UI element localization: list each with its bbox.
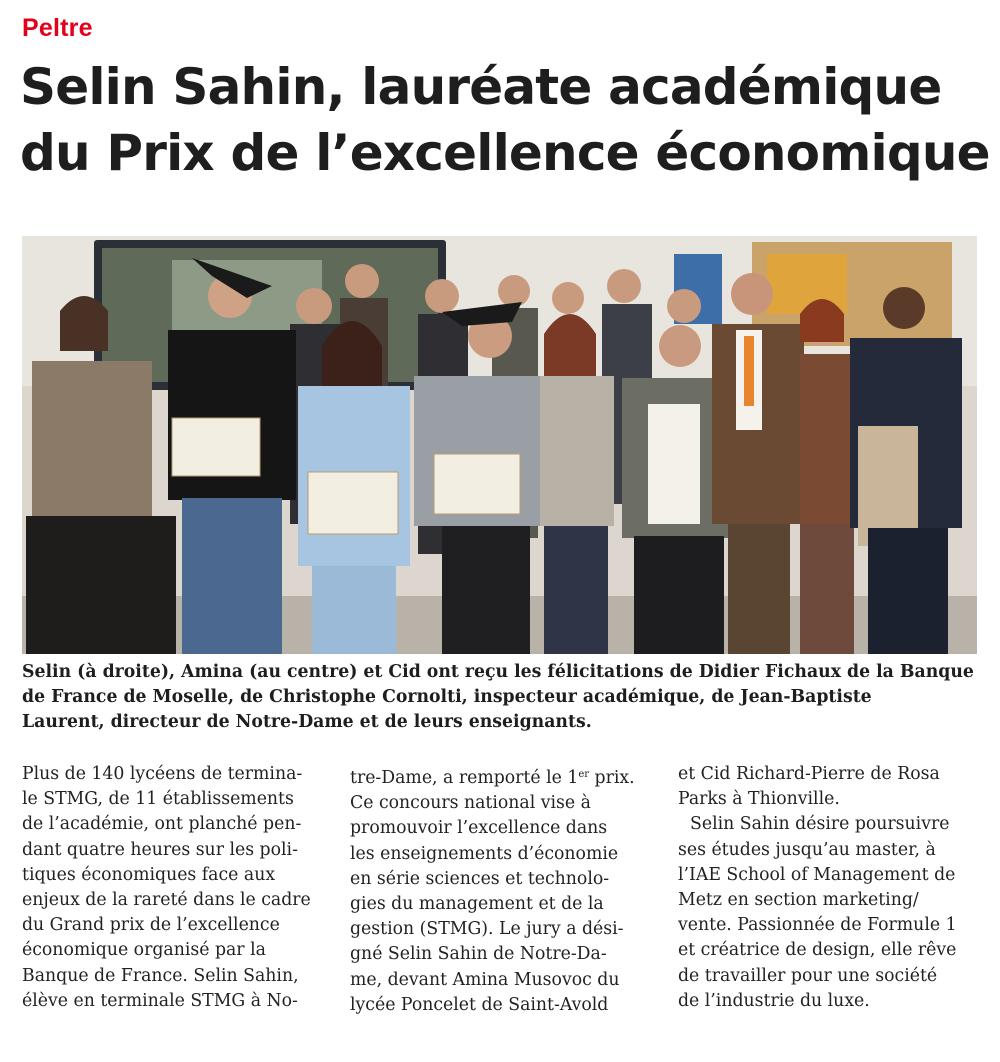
photo-caption: [22, 660, 982, 735]
col2-line: Ce concours national vise à: [350, 793, 591, 814]
col1-line: dant quatre heures sur les poli-: [22, 839, 298, 860]
article-column-1: [22, 762, 327, 1014]
col3-line: vente. Passionnée de Formule 1: [678, 915, 957, 936]
col2-line: gies du management et de la: [350, 894, 604, 915]
group-photo-illustration: [22, 236, 977, 654]
col2-first-end: prix.: [589, 768, 635, 788]
col2-line: en série sciences et technolo-: [350, 868, 610, 889]
col3-line: l’IAE School of Management de: [678, 864, 956, 885]
col3-line: de travailler pour une société: [678, 965, 938, 986]
col1-line: économique organisé par la: [22, 940, 266, 961]
article-headline: [20, 54, 990, 186]
headline-line-2: du Prix de l’excellence économique: [20, 124, 990, 182]
col2-first-text: tre-Dame, a remporté le 1: [350, 768, 579, 788]
col2-line: [350, 762, 655, 791]
group-photo: [22, 236, 977, 654]
col2-line: gestion (STMG). Le jury a dési-: [350, 919, 624, 940]
col1-line: enjeux de la rareté dans le cadre: [22, 890, 311, 911]
col1-line: le STMG, de 11 établissements: [22, 789, 294, 810]
col3-line: Metz en section marketing/: [678, 890, 919, 911]
col1-line: élève en terminale STMG à No-: [22, 990, 298, 1011]
col2-line: promouvoir l’excellence dans: [350, 818, 608, 839]
article-column-3: [678, 762, 983, 1014]
article-column-2: [350, 762, 655, 1018]
col3-line: de l’industrie du luxe.: [678, 990, 870, 1011]
col3-line: Selin Sahin désire poursuivre: [690, 814, 950, 835]
col1-line: tiques économiques face aux: [22, 864, 276, 885]
col3-line: et créatrice de design, elle rêve: [678, 940, 957, 961]
col1-line: du Grand prix de l’excellence: [22, 915, 280, 936]
ordinal-superscript: er: [578, 769, 590, 780]
col1-line: Plus de 140 lycéens de termina-: [22, 764, 303, 784]
col1-line: Banque de France. Selin Sahin,: [22, 965, 299, 986]
col3-line: et Cid Richard-Pierre de Rosa: [678, 764, 940, 784]
headline-line-1: Selin Sahin, lauréate académique: [20, 58, 942, 116]
section-kicker: Peltre: [22, 14, 93, 42]
col2-line: me, devant Amina Musovoc du: [350, 969, 620, 990]
col2-line: gné Selin Sahin de Notre-Da-: [350, 944, 607, 965]
col1-line: de l’académie, ont planché pen-: [22, 814, 302, 835]
caption-line-1: Selin (à droite), Amina (au centre) et Cid ont reçu les félicitations de Didier Fichaux de la Banque: [22, 662, 974, 682]
col2-line: les enseignements d’économie: [350, 843, 619, 864]
caption-line-3: Laurent, directeur de Notre-Dame et de leurs enseignants.: [22, 712, 592, 732]
caption-line-2: de France de Moselle, de Christophe Cornolti, inspecteur académique, de Jean-Baptiste: [22, 687, 872, 707]
col2-line: lycée Poncelet de Saint-Avold: [350, 994, 609, 1015]
col3-line: Parks à Thionville.: [678, 789, 840, 810]
col3-line: ses études jusqu’au master, à: [678, 839, 936, 860]
